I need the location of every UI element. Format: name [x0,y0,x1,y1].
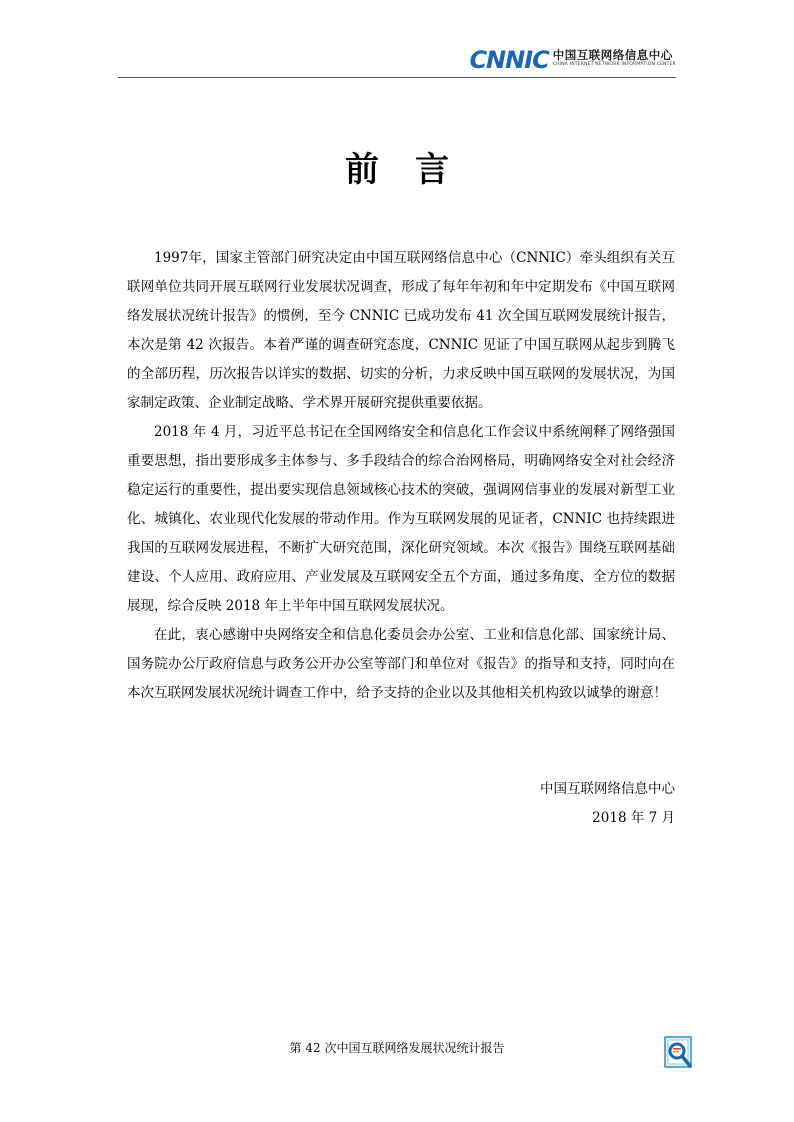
page-header [118,48,676,78]
signature-date: 2018 年 7 月 [592,810,675,826]
paragraph: 在此，衷心感谢中央网络安全和信息化委员会办公室、工业和信息化部、国家统计局、国务院办公厅政府信息与政务公开办公室等部门和单位对《报告》的指导和支持，同时向在本次互联网发展状况统计调查工作中，给予支持的企业以及其他相关机构致以诚挚的谢意！ [127,627,675,701]
logo-cn: 中国互联网络信息中心 [552,48,673,62]
logo-text [553,48,676,68]
page-title: 前言 [345,150,485,190]
preface-body [127,244,675,708]
report-search-icon [664,1036,694,1072]
signature-org: 中国互联网络信息中心 [540,781,675,797]
cnnic-logo [469,48,676,76]
logo-mark: CNNIC [469,46,549,74]
paragraph: 2018 年 4 月，习近平总书记在全国网络安全和信息化工作会议中系统阐释了网络强国重要思想，指出要形成多主体参与、多手段结合的综合治网格局，明确网络安全对社会经济稳定运行的重要性，提出要实现信息领域核心技术的突破，强调网信事业的发展对新型工业化、城镇化、农业现代化发展的带动作用。作为互联网发展的见证者，CNNIC 也持续跟进我国的互联网发展进程，不断扩大研究范围，深化研究领域。本次《报告》围绕互联网基础建设、个人应用、政府应用、产业发展及互联网安全五个方面，通过多角度、全方位的数据展现，综合反映 2018 年上半年中国互联网发展状况。 [127,424,675,614]
paragraph: 1997年，国家主管部门研究决定由中国互联网络信息中心（CNNIC）牵头组织有关互联网单位共同开展互联网行业发展状况调查，形成了每年年初和年中定期发布《中国互联网络发展状况统计报告》的惯例，至今 CNNIC 已成功发布 41 次全国互联网发展统计报告，本次是第 42 次报告。本着严谨的调查研究态度，CNNIC 见证了中国互联网从起步到腾飞的全部历程，历次报告以详实的数据、切实的分析，力求反映中国互联网的发展状况，为国家制定政策、企业制定战略、学术界开展研究提供重要依据。 [127,250,675,411]
page-footer: 第 42 次中国互联网络发展状况统计报告 [289,1041,505,1055]
header-rule [118,77,676,78]
logo-en: CHINA INTERNET NETWORK INFORMATION CENTER [552,62,676,67]
